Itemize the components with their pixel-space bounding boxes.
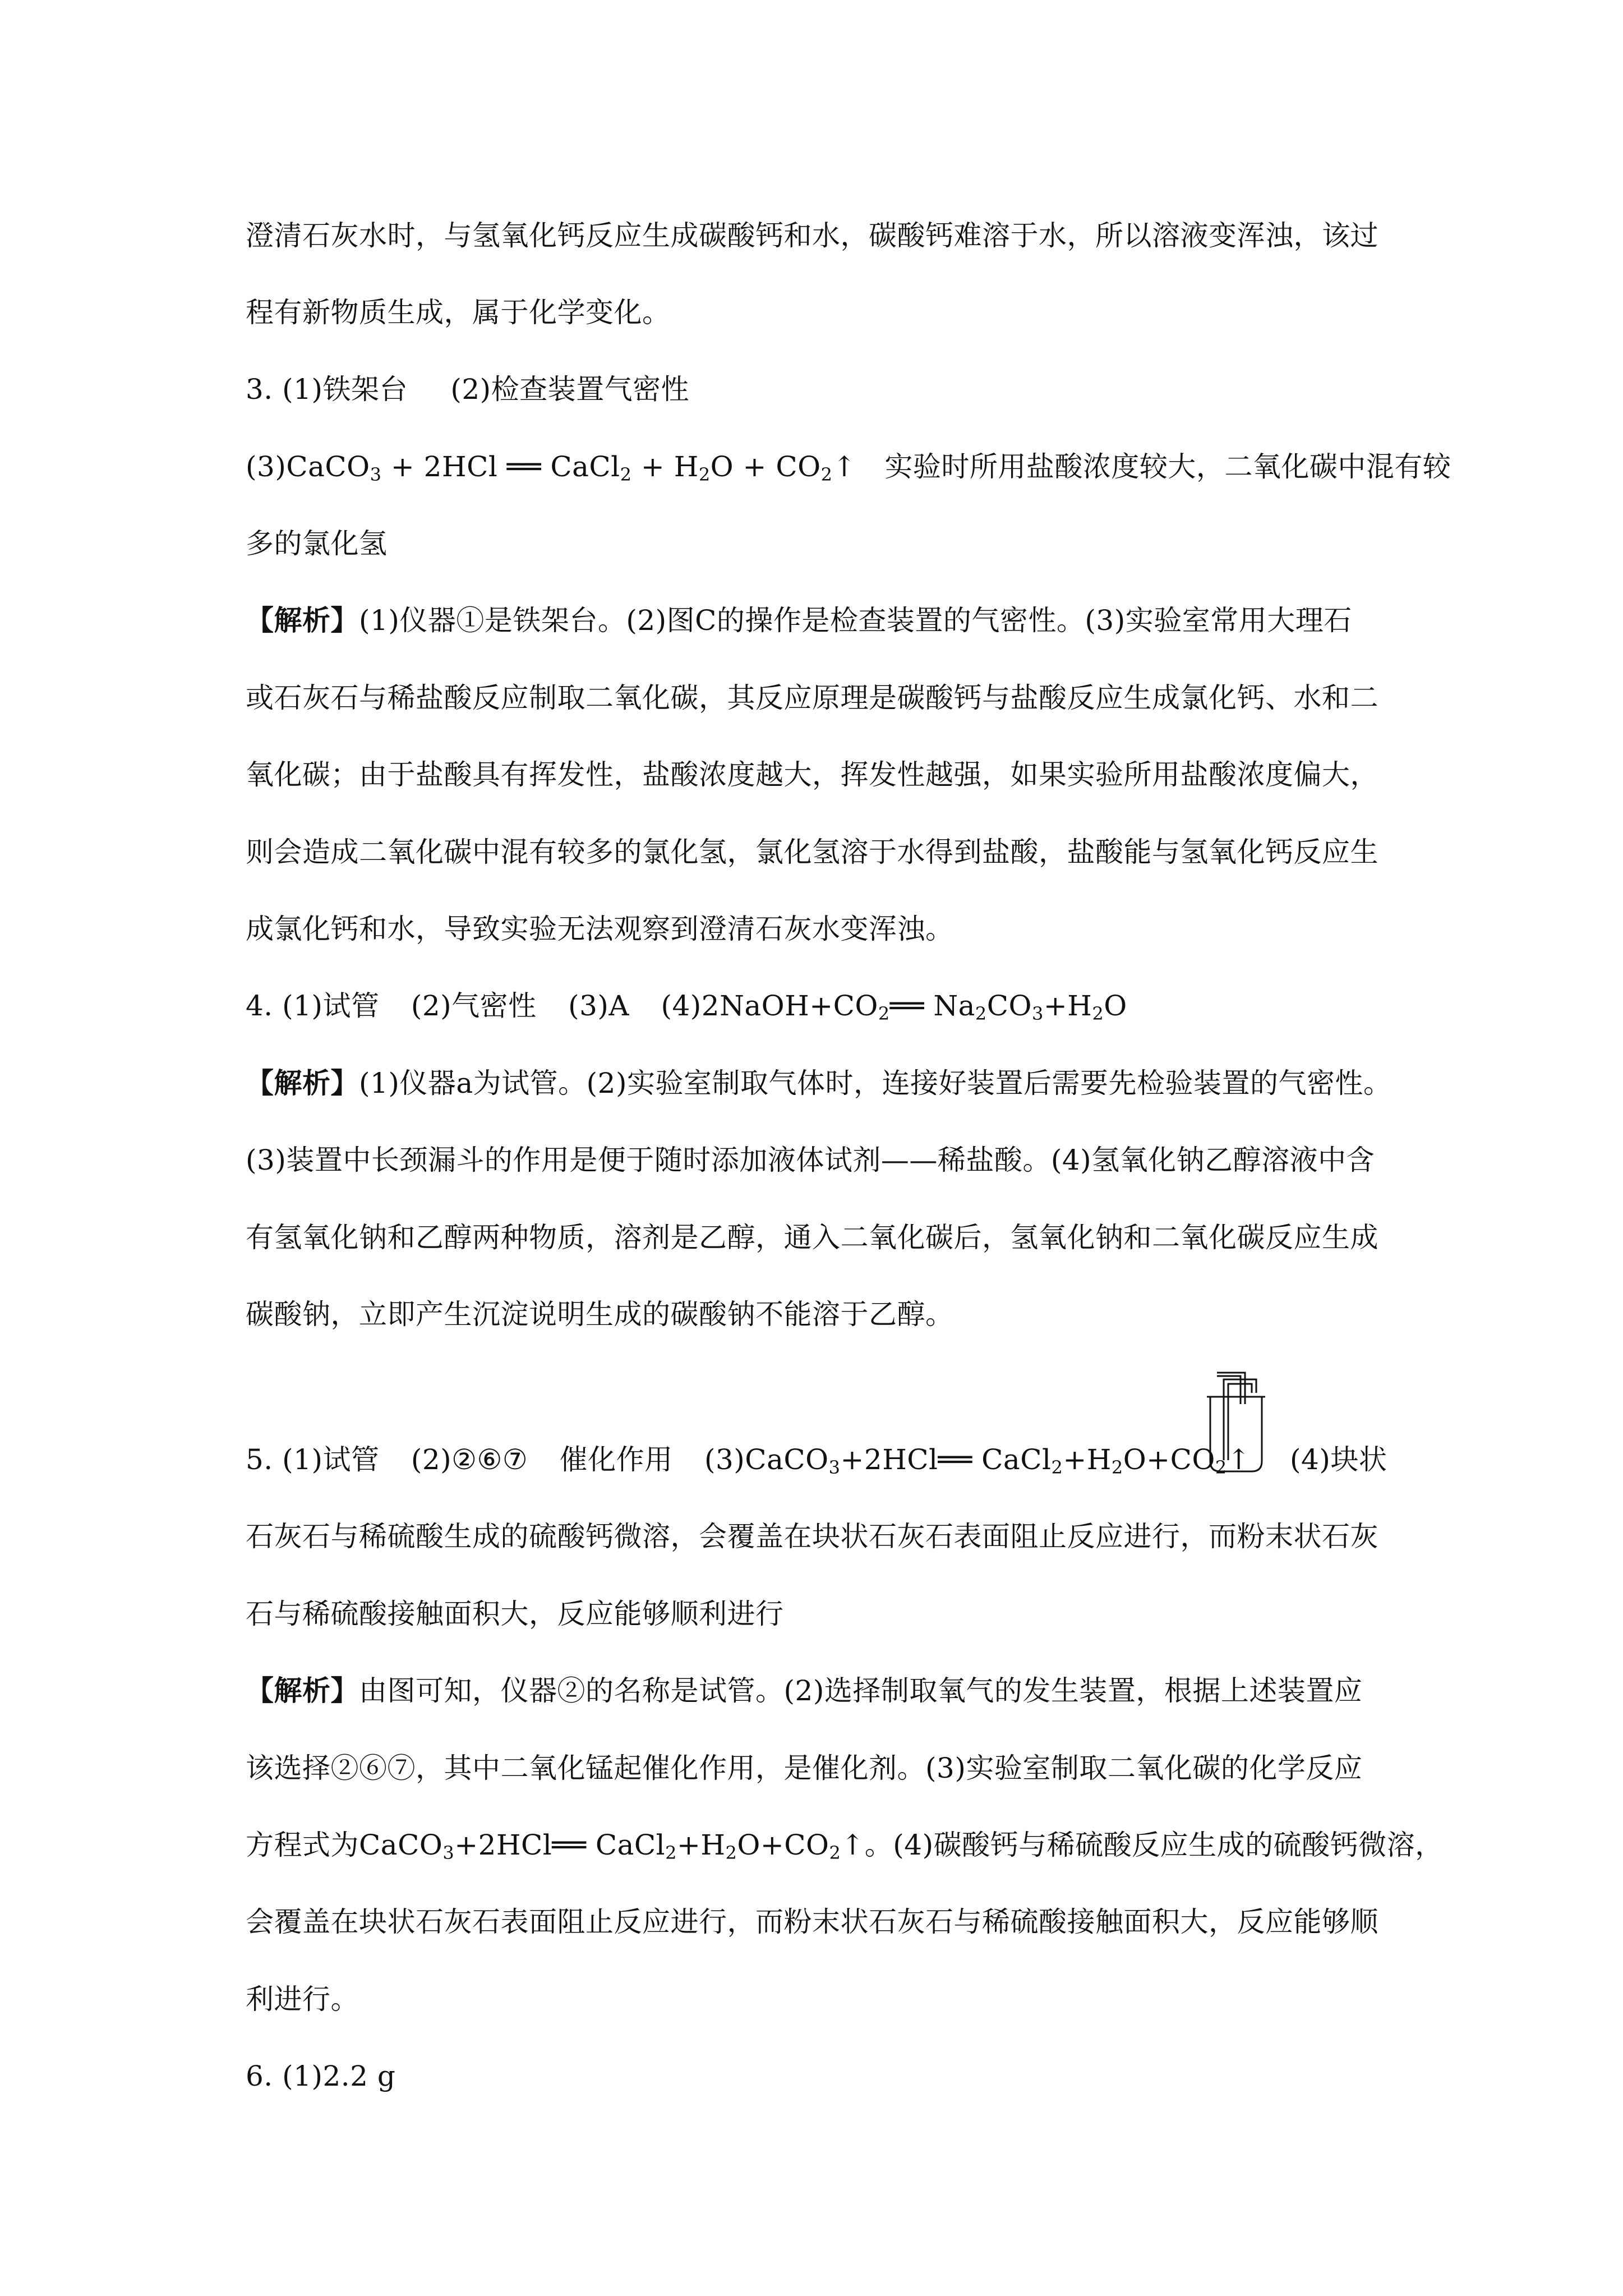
question-number: 4. bbox=[246, 990, 273, 1022]
analysis-label: 【解析】 bbox=[246, 1066, 359, 1099]
question-number: 5. bbox=[246, 1443, 273, 1476]
question-number: 6. bbox=[246, 2060, 273, 2092]
text-line: 澄清石灰水时，与氢氧化钙反应生成碳酸钙和水，碳酸钙难溶于水，所以溶液变浑浊，该过 bbox=[246, 219, 1378, 252]
text-line: 程有新物质生成，属于化学变化。 bbox=[246, 296, 671, 329]
gas-collecting-bottle-icon bbox=[1200, 1372, 1270, 1475]
text-line: 石与稀硫酸接触面积大，反应能够顺利进行 bbox=[246, 1598, 784, 1630]
analysis-4-line: 【解析】(1)仪器a为试管。(2)实验室制取气体时，连接好装置后需要先检验装置的气密性。 bbox=[246, 1066, 1392, 1099]
analysis-label: 【解析】 bbox=[246, 1674, 359, 1707]
answer-3-equation: (3)CaCO$_3$ + 2HCl ══ CaCl$_2$ + $H_2O$ + $CO_2↑$ 实验时所用盐酸浓度较大，二氧化碳中混有较 bbox=[246, 450, 1451, 485]
text-line: 氧化碳；由于盐酸具有挥发性，盐酸浓度越大，挥发性越强，如果实验所用盐酸浓度偏大， bbox=[246, 758, 1378, 791]
text-line: 则会造成二氧化碳中混有较多的氯化氢，氯化氢溶于水得到盐酸，盐酸能与氢氧化钙反应生 bbox=[246, 836, 1378, 868]
answer-6-line: 6. (1)2.2 g bbox=[246, 2060, 396, 2092]
text-line: 或石灰石与稀盐酸反应制取二氧化碳，其反应原理是碳酸钙与盐酸反应生成氯化钙、水和二 bbox=[246, 682, 1378, 714]
text-line: 碳酸钠，立即产生沉淀说明生成的碳酸钠不能溶于乙醇。 bbox=[246, 1298, 954, 1331]
text-line: 会覆盖在块状石灰石表面阻止反应进行，而粉末状石灰石与稀硫酸接触面积大，反应能够顺 bbox=[246, 1906, 1378, 1938]
answer-5-line: 5. (1)试管 (2)②⑥⑦ 催化作用 (3)CaCO$_3$+2HCl══ $CaCl_2+H_2O+CO_2↑$ bbox=[246, 1443, 1251, 1478]
text-line: 石灰石与稀硫酸生成的硫酸钙微溶，会覆盖在块状石灰石表面阻止反应进行，而粉末状石灰 bbox=[246, 1520, 1378, 1553]
analysis-label: 【解析】 bbox=[246, 604, 359, 637]
analysis-5-equation: 方程式为CaCO$_3$+2HCl══ $CaCl_2+H_2O+CO_2↑$。(4)碳酸钙与稀硫酸反应生成的硫酸钙微溶， bbox=[246, 1829, 1444, 1864]
answer-5-part4: (4)块状 bbox=[1290, 1443, 1387, 1476]
answer-4-line: 4. (1)试管 (2)气密性 (3)A $(4)2NaOH+CO_2══$ $Na_2CO_3+H_2O$ bbox=[246, 990, 1127, 1024]
text-line: 有氢氧化钠和乙醇两种物质，溶剂是乙醇，通入二氧化碳后，氢氧化钠和二氧化碳反应生成 bbox=[246, 1221, 1378, 1254]
analysis-3-line: 【解析】(1)仪器①是铁架台。(2)图C的操作是检查装置的气密性。(3)实验室常用大理石 bbox=[246, 604, 1352, 637]
text-line: 多的氯化氢 bbox=[246, 527, 388, 560]
answer-3-line: 3. (1)铁架台 (2)检查装置气密性 bbox=[246, 373, 690, 406]
text-line: (3)装置中长颈漏斗的作用是便于随时添加液体试剂——稀盐酸。(4)氢氧化钠乙醇溶液中含 bbox=[246, 1144, 1375, 1176]
text-line: 利进行。 bbox=[246, 1983, 359, 2016]
text-line: 该选择②⑥⑦，其中二氧化锰起催化作用，是催化剂。(3)实验室制取二氧化碳的化学反应 bbox=[246, 1752, 1363, 1784]
question-number: 3. bbox=[246, 373, 273, 406]
text-line: 成氯化钙和水，导致实验无法观察到澄清石灰水变浑浊。 bbox=[246, 913, 954, 945]
analysis-5-line: 【解析】由图可知，仪器②的名称是试管。(2)选择制取氧气的发生装置，根据上述装置应 bbox=[246, 1674, 1363, 1707]
